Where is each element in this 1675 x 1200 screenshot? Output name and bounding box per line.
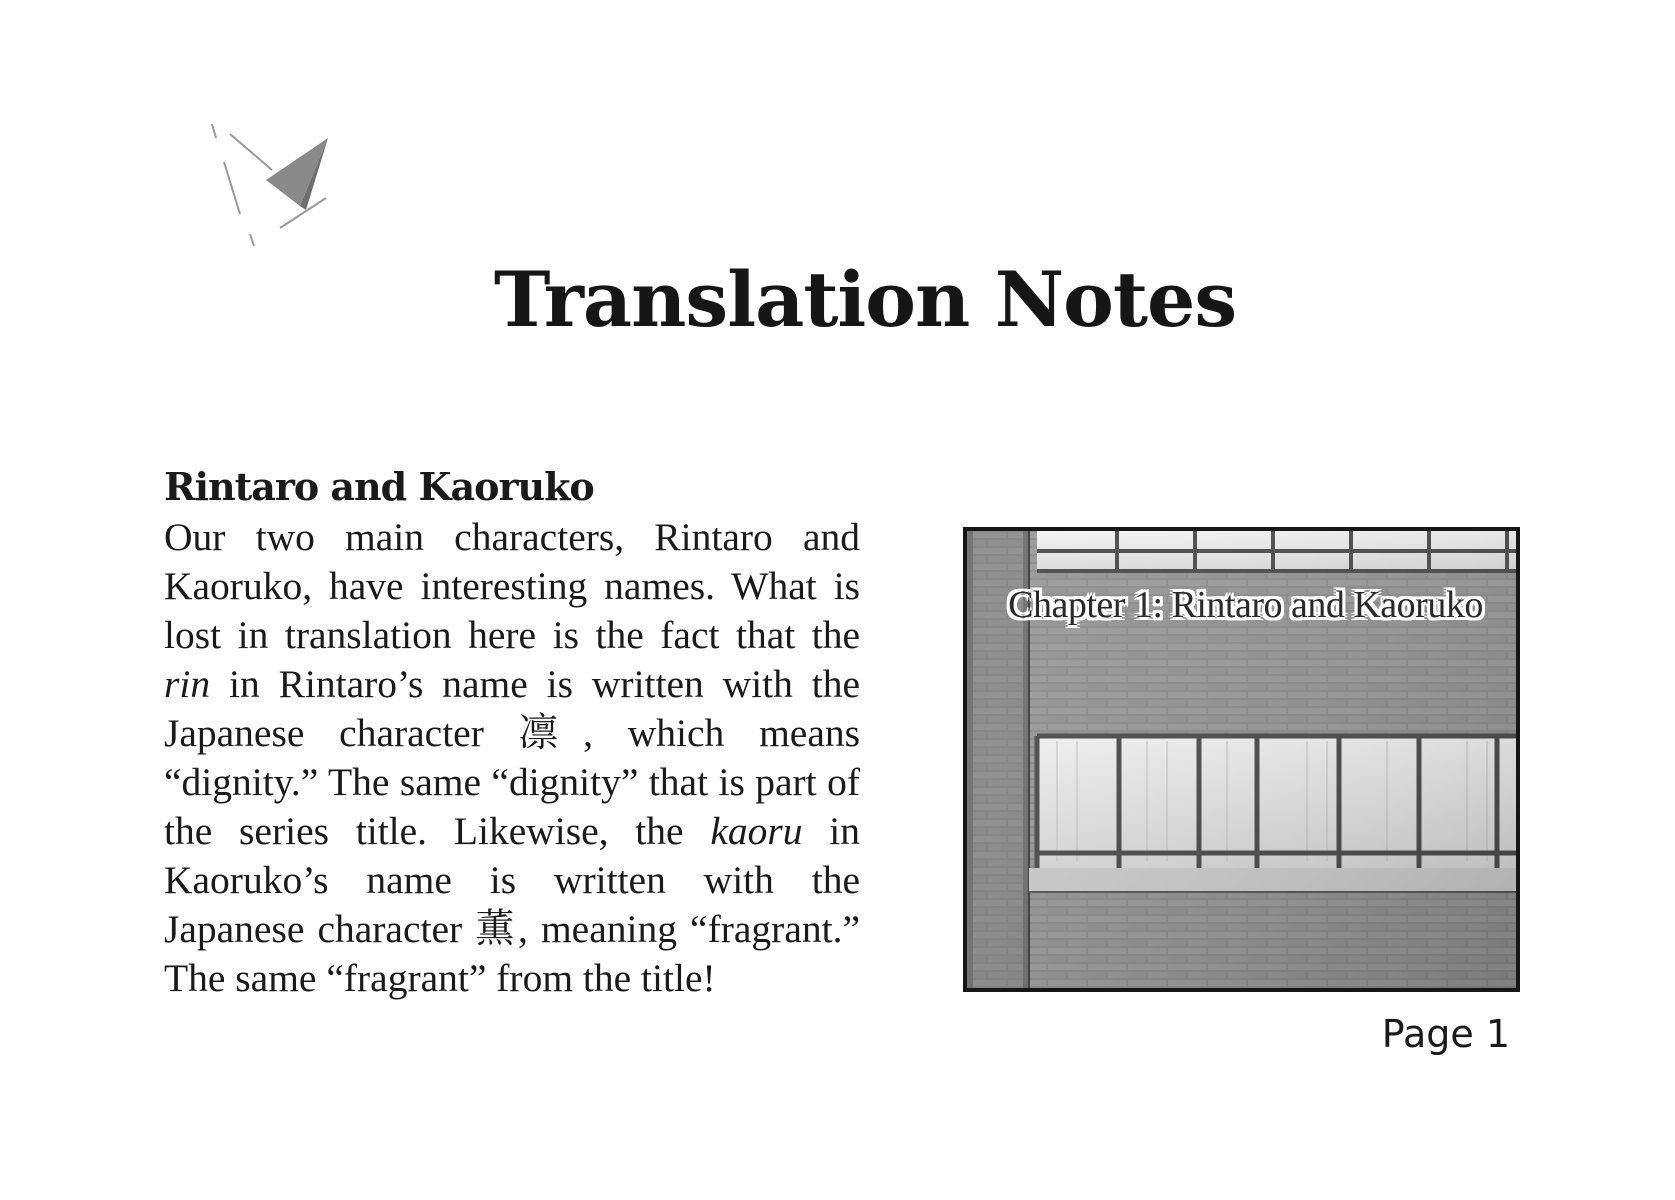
note-body xyxy=(164,513,860,1003)
note-heading: Rintaro and Kaoruko xyxy=(164,464,594,509)
translation-note xyxy=(164,463,860,1003)
note-body-segment: in Kaoruko’s name is written with the Japanese character 薫, meaning “fragrant.” The same “fragrant” from the title! xyxy=(164,809,860,1000)
paper-plane-icon xyxy=(200,118,340,268)
panel-caption: Chapter 1: Rintaro and Kaoruko xyxy=(1008,584,1483,626)
manga-panel-image xyxy=(963,527,1520,992)
note-body-segment: in Rintaro’s name is written with the Japanese character 凛, which means “dignity.” The same “dignity” that is part of the series title. Likewise, the xyxy=(164,662,860,853)
page-title: Translation Notes xyxy=(493,255,1237,344)
note-body-segment: Our two main characters, Rintaro and Kaoruko, have interesting names. What is lost in translation here is the fact that the xyxy=(164,515,860,657)
note-body-italic-kaoru: kaoru xyxy=(710,809,803,853)
page-number: Page 1 xyxy=(1381,1012,1510,1056)
paper-plane-logo xyxy=(200,118,340,268)
note-body-italic-rin: rin xyxy=(164,662,211,706)
